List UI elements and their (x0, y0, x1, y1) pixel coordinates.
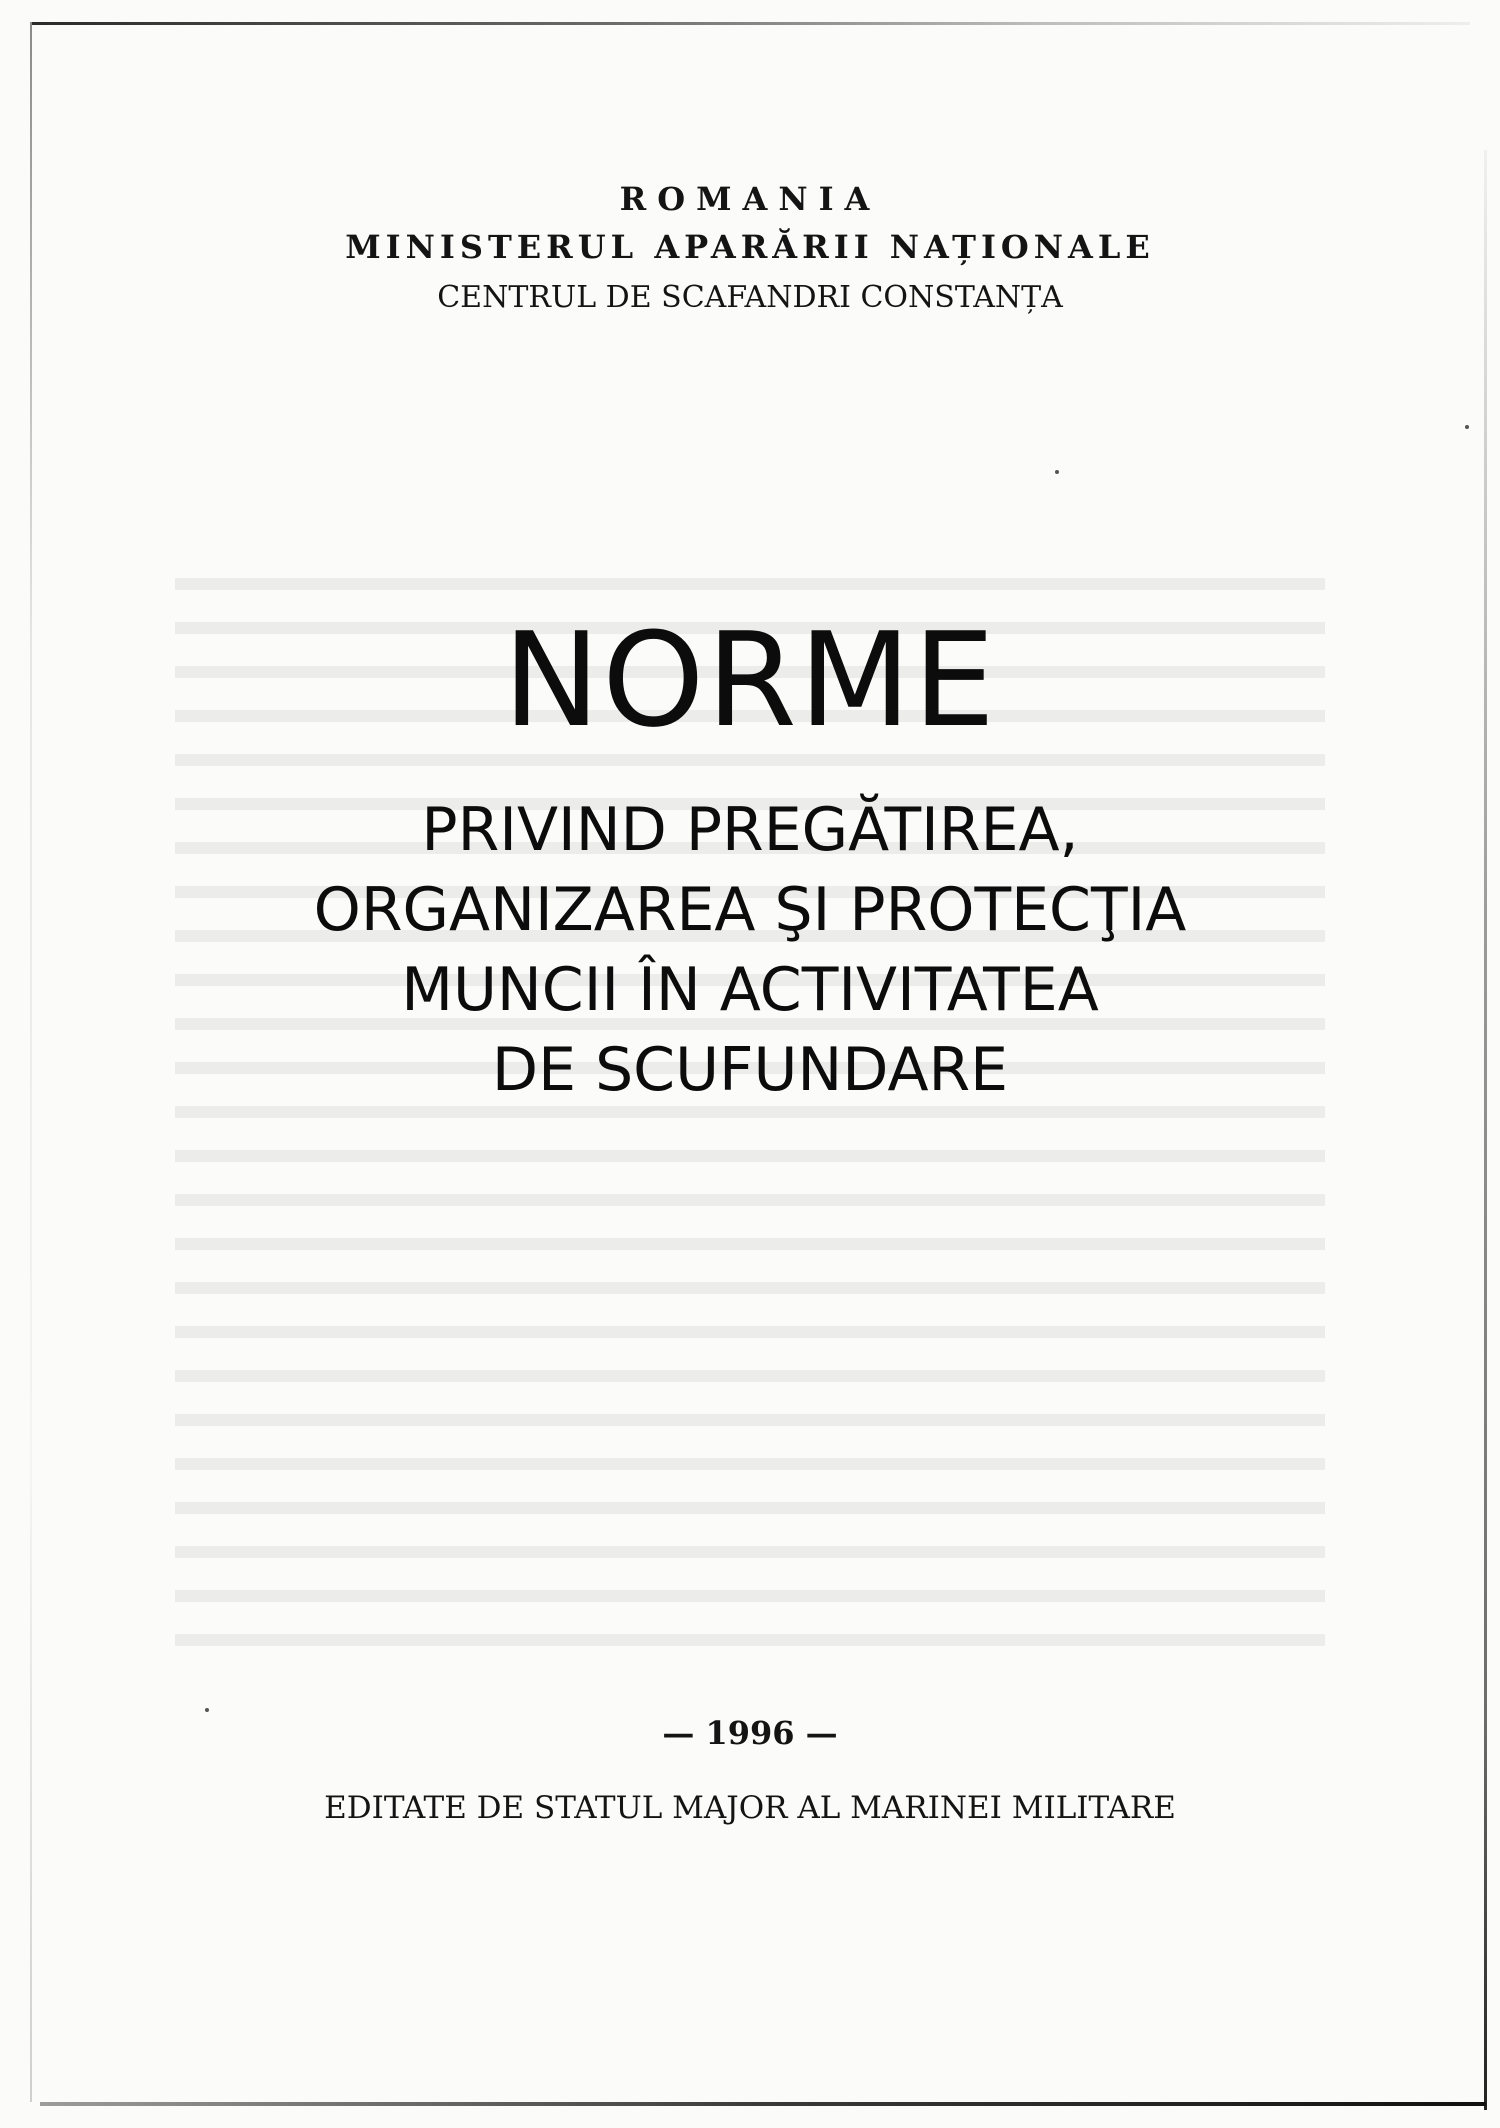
publication-year: — 1996 — (662, 1714, 838, 1752)
subtitle-line: ORGANIZAREA ŞI PROTECŢIA (313, 875, 1187, 945)
header-country: ROMANIA (619, 180, 881, 218)
scan-speck (1465, 425, 1469, 429)
document-subtitle (100, 790, 1400, 1110)
scan-speck (1055, 470, 1059, 474)
header-center: CENTRUL DE SCAFANDRI CONSTANȚA (437, 280, 1063, 315)
scan-edge-bottom (40, 2102, 1486, 2106)
scan-edge-top (30, 22, 1470, 25)
subtitle-line: PRIVIND PREGĂTIREA, (421, 795, 1079, 865)
document-title: NORME (502, 604, 998, 756)
header-ministry: MINISTERUL APARĂRII NAȚIONALE (345, 228, 1155, 266)
subtitle-line: DE SCUFUNDARE (491, 1035, 1009, 1105)
publisher-line: EDITATE DE STATUL MAJOR AL MARINEI MILITARE (324, 1790, 1176, 1826)
scan-speck (205, 1708, 209, 1712)
subtitle-line: MUNCII ÎN ACTIVITATEA (401, 955, 1099, 1025)
